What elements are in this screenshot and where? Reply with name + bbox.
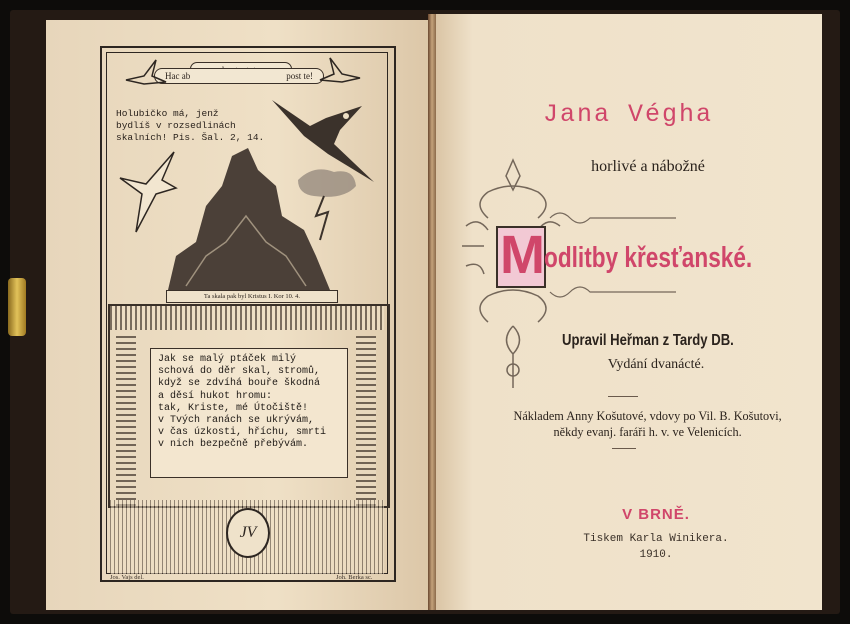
- main-title: odlitby křesťanské.: [544, 242, 753, 274]
- divider-rule: [608, 396, 638, 397]
- credit-engraver: Joh. Berka sc.: [336, 574, 373, 581]
- motto-banner-right: post te!: [286, 71, 313, 81]
- printer-block: [434, 531, 822, 563]
- subtitle: horlivé a nábožné: [591, 158, 705, 175]
- scroll-ornament-bottom: [548, 282, 678, 302]
- ornament-bird-right-icon: [318, 56, 362, 86]
- publisher-line-1: Nákladem Anny Košutové, vdovy po Vil. B. Košutovi,: [513, 409, 782, 423]
- author-name: Jana Végha: [542, 100, 714, 129]
- edition-line: Vydání dvanácté.: [607, 357, 705, 372]
- brass-clasp: [8, 278, 26, 336]
- credit-drawer: Jos. Vajs del.: [110, 574, 144, 581]
- verse-text: Jak se malý ptáček milý schová do děr skal, stromů, když se zdvíhá bouře škodná a děsí hukot hromu: tak, Kriste, mé Útočiště! v Tvých ranách se ukrývám, v čas úzkosti, hříchu, smrti v nich bezpečně přebývám.: [158, 354, 327, 451]
- frame-cornice: [110, 306, 384, 330]
- printer-line: Tiskem Karla Winikera.: [583, 533, 729, 545]
- divider-rule-2: [612, 448, 636, 449]
- rock-illustration: [166, 146, 332, 292]
- publisher-line-2: někdy evanj. faráři h. v. ve Velenicích.: [553, 425, 742, 439]
- psalm-quote: Holubičko má, jenž bydlíš v rozsedlinách skalních! Pis. Šal. 2, 14.: [116, 108, 265, 143]
- publisher-block: [438, 408, 818, 440]
- motto-banner: [154, 68, 324, 84]
- title-initial: M: [500, 225, 545, 285]
- rock-caption: Ta skala pak byl Kristus I. Kor 10. 4.: [166, 290, 338, 303]
- scroll-ornament-top: [548, 208, 678, 228]
- ornament-bird-left-icon: [124, 58, 168, 88]
- right-pillar: [356, 336, 376, 506]
- city-imprint: V BRNĚ.: [622, 506, 690, 523]
- year-line: 1910.: [639, 549, 673, 561]
- motto-banner-left: Hac ab: [165, 71, 191, 81]
- editor-line: Upravil Heřman z Tardy DB.: [562, 332, 734, 349]
- left-pillar: [116, 336, 136, 506]
- monogram-medallion: JV: [226, 508, 270, 558]
